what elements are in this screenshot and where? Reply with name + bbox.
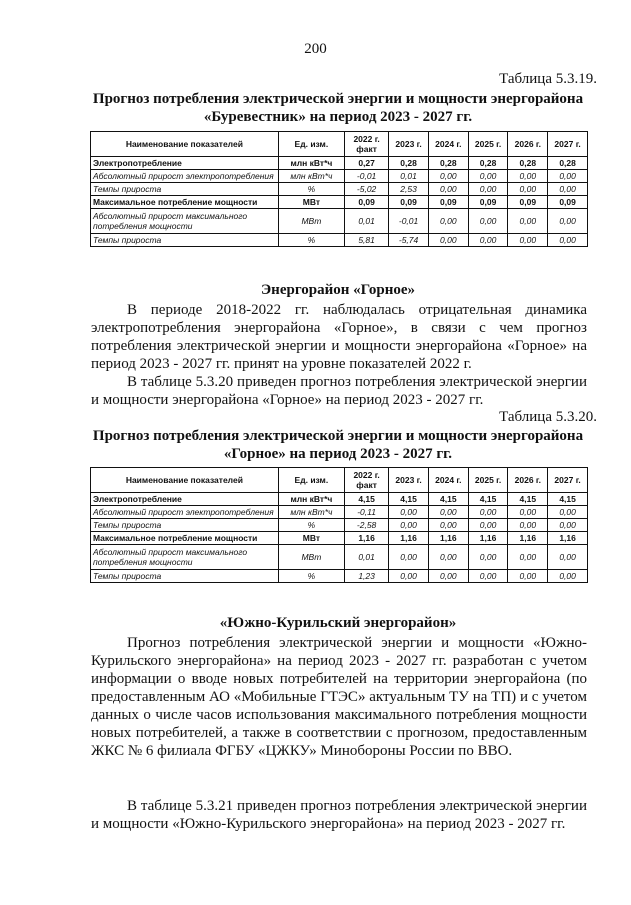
table-cell: 0,00 bbox=[468, 170, 508, 183]
row-unit: % bbox=[278, 234, 344, 247]
table-cell: 0,00 bbox=[468, 209, 508, 234]
paragraph: В периоде 2018-2022 гг. наблюдалась отрицательная динамика электропотребления энергорайона «Горное», в связи с чем прогноз потребления электрической энергии и мощности энергорайона «Горное» на период 2023 - 2027 гг. принят на уровне показателей 2022 г. bbox=[91, 302, 587, 372]
row-name: Абсолютный прирост максимального потребления мощности bbox=[91, 209, 279, 234]
row-unit: млн кВт*ч bbox=[278, 493, 344, 506]
table-row bbox=[91, 519, 588, 532]
table-cell: 0,00 bbox=[468, 183, 508, 196]
section-heading: «Южно-Курильский энергорайон» bbox=[219, 615, 457, 631]
column-header: 2027 г. bbox=[548, 468, 588, 493]
table-title bbox=[88, 90, 588, 126]
table-cell: 0,28 bbox=[468, 157, 508, 170]
table-cell: 0,00 bbox=[508, 506, 548, 519]
row-name: Темпы прироста bbox=[91, 570, 279, 583]
table-title bbox=[88, 427, 588, 463]
row-name: Электропотребление bbox=[91, 493, 279, 506]
table-cell: 0,00 bbox=[428, 170, 468, 183]
table-cell: 0,00 bbox=[508, 209, 548, 234]
table-cell: 0,00 bbox=[468, 519, 508, 532]
table-cell: 4,15 bbox=[468, 493, 508, 506]
table-title-line: «Буревестник» на период 2023 - 2027 гг. bbox=[203, 109, 473, 125]
row-name: Максимальное потребление мощности bbox=[91, 196, 279, 209]
table-cell: 0,00 bbox=[389, 506, 429, 519]
row-unit: МВт bbox=[278, 532, 344, 545]
table-row bbox=[91, 532, 588, 545]
table-cell: 1,16 bbox=[508, 532, 548, 545]
table-cell: 0,28 bbox=[389, 157, 429, 170]
table-cell: 0,00 bbox=[428, 234, 468, 247]
data-table bbox=[90, 467, 588, 583]
row-name: Электропотребление bbox=[91, 157, 279, 170]
table-cell: 0,00 bbox=[508, 234, 548, 247]
table-row bbox=[91, 506, 588, 519]
table-cell: 1,23 bbox=[345, 570, 389, 583]
table-cell: 0,00 bbox=[548, 519, 588, 532]
section-heading: Энергорайон «Горное» bbox=[261, 282, 415, 298]
row-name: Абсолютный прирост электропотребления bbox=[91, 506, 279, 519]
column-header: Наименование показателей bbox=[91, 132, 279, 157]
table-cell: 0,00 bbox=[508, 183, 548, 196]
table-row bbox=[91, 196, 588, 209]
column-header: 2026 г. bbox=[508, 132, 548, 157]
column-header: 2024 г. bbox=[428, 468, 468, 493]
table-cell: 0,27 bbox=[345, 157, 389, 170]
table-cell: 0,09 bbox=[389, 196, 429, 209]
row-name: Абсолютный прирост максимального потребления мощности bbox=[91, 545, 279, 570]
row-name: Темпы прироста bbox=[91, 234, 279, 247]
data-table bbox=[90, 131, 588, 247]
table-cell: 0,09 bbox=[468, 196, 508, 209]
table-cell: 0,00 bbox=[428, 519, 468, 532]
table-row bbox=[91, 570, 588, 583]
table-cell: 0,00 bbox=[389, 570, 429, 583]
table-row bbox=[91, 234, 588, 247]
table-cell: 0,00 bbox=[548, 545, 588, 570]
row-name: Темпы прироста bbox=[91, 183, 279, 196]
row-unit: МВт bbox=[278, 209, 344, 234]
table-cell: 0,00 bbox=[428, 545, 468, 570]
table-cell: 0,00 bbox=[389, 545, 429, 570]
table-cell: -5,74 bbox=[389, 234, 429, 247]
table-cell: 0,00 bbox=[468, 545, 508, 570]
table-cell: 0,01 bbox=[345, 545, 389, 570]
table-cell: 2,53 bbox=[389, 183, 429, 196]
table-cell: 0,09 bbox=[428, 196, 468, 209]
table-cell: -2,58 bbox=[345, 519, 389, 532]
row-unit: млн кВт*ч bbox=[278, 157, 344, 170]
column-header: Ед. изм. bbox=[278, 468, 344, 493]
table-cell: 0,01 bbox=[345, 209, 389, 234]
table-cell: 0,09 bbox=[345, 196, 389, 209]
table-cell: -0,11 bbox=[345, 506, 389, 519]
table-cell: 0,00 bbox=[508, 570, 548, 583]
column-header: 2023 г. bbox=[389, 132, 429, 157]
table-cell: 0,00 bbox=[548, 234, 588, 247]
table-cell: 4,15 bbox=[428, 493, 468, 506]
table-cell: 1,16 bbox=[428, 532, 468, 545]
table-cell: 4,15 bbox=[389, 493, 429, 506]
table-cell: 0,28 bbox=[548, 157, 588, 170]
column-header: 2027 г. bbox=[548, 132, 588, 157]
table-cell: 0,28 bbox=[508, 157, 548, 170]
row-unit: % bbox=[278, 183, 344, 196]
table-cell: 0,00 bbox=[508, 170, 548, 183]
paragraph: В таблице 5.3.20 приведен прогноз потребления электрической энергии и мощности энергорайона «Горное» на период 2023 - 2027 гг. bbox=[91, 374, 587, 408]
table-title-line: Прогноз потребления электрической энергии и мощности энергорайона bbox=[92, 91, 584, 107]
table-cell: 1,16 bbox=[468, 532, 508, 545]
table-cell: 0,00 bbox=[548, 170, 588, 183]
row-unit: МВт bbox=[278, 545, 344, 570]
row-name: Максимальное потребление мощности bbox=[91, 532, 279, 545]
paragraph: В таблице 5.3.21 приведен прогноз потребления электрической энергии и мощности «Южно-Курильского энергорайона» на период 2023 - 2027 гг. bbox=[91, 798, 587, 832]
column-header: 2024 г. bbox=[428, 132, 468, 157]
table-label: Таблица 5.3.20. bbox=[499, 409, 597, 425]
table-cell: 0,00 bbox=[428, 570, 468, 583]
table-row bbox=[91, 209, 588, 234]
table-cell: 1,16 bbox=[548, 532, 588, 545]
table-cell: 0,00 bbox=[468, 234, 508, 247]
table-cell: 1,16 bbox=[389, 532, 429, 545]
table-row bbox=[91, 157, 588, 170]
column-header: 2025 г. bbox=[468, 132, 508, 157]
row-name: Абсолютный прирост электропотребления bbox=[91, 170, 279, 183]
table-cell: 4,15 bbox=[345, 493, 389, 506]
table-row bbox=[91, 545, 588, 570]
column-header: 2023 г. bbox=[389, 468, 429, 493]
table-cell: 0,00 bbox=[428, 183, 468, 196]
table-cell: 0,01 bbox=[389, 170, 429, 183]
table-cell: 0,00 bbox=[548, 506, 588, 519]
column-header: 2022 г. факт bbox=[345, 132, 389, 157]
table-row bbox=[91, 183, 588, 196]
table-cell: 5,81 bbox=[345, 234, 389, 247]
table-cell: 0,00 bbox=[508, 545, 548, 570]
table-cell: 0,00 bbox=[508, 519, 548, 532]
table-cell: 0,00 bbox=[548, 570, 588, 583]
table-cell: 0,00 bbox=[548, 209, 588, 234]
row-unit: млн кВт*ч bbox=[278, 506, 344, 519]
table-cell: 4,15 bbox=[508, 493, 548, 506]
table-header-row bbox=[91, 132, 588, 157]
table-row bbox=[91, 170, 588, 183]
table-title-line: «Горное» на период 2023 - 2027 гг. bbox=[223, 446, 453, 462]
table-cell: 0,00 bbox=[389, 519, 429, 532]
table-cell: 0,09 bbox=[548, 196, 588, 209]
table-cell: 0,00 bbox=[548, 183, 588, 196]
row-name: Темпы прироста bbox=[91, 519, 279, 532]
table-title-line: Прогноз потребления электрической энергии и мощности энергорайона bbox=[92, 428, 584, 444]
table-cell: 0,09 bbox=[508, 196, 548, 209]
column-header: 2025 г. bbox=[468, 468, 508, 493]
table-cell: -5,02 bbox=[345, 183, 389, 196]
table-cell: -0,01 bbox=[389, 209, 429, 234]
table-cell: 0,00 bbox=[468, 570, 508, 583]
table-cell: 0,00 bbox=[468, 506, 508, 519]
row-unit: млн кВт*ч bbox=[278, 170, 344, 183]
column-header: Наименование показателей bbox=[91, 468, 279, 493]
row-unit: МВт bbox=[278, 196, 344, 209]
column-header: 2022 г. факт bbox=[345, 468, 389, 493]
table-cell: 0,00 bbox=[428, 209, 468, 234]
table-cell: -0,01 bbox=[345, 170, 389, 183]
column-header: 2026 г. bbox=[508, 468, 548, 493]
table-cell: 0,00 bbox=[428, 506, 468, 519]
table-cell: 1,16 bbox=[345, 532, 389, 545]
table-cell: 0,28 bbox=[428, 157, 468, 170]
row-unit: % bbox=[278, 570, 344, 583]
table-label: Таблица 5.3.19. bbox=[499, 71, 597, 87]
row-unit: % bbox=[278, 519, 344, 532]
table-row bbox=[91, 493, 588, 506]
page-number: 200 bbox=[304, 41, 327, 57]
table-header-row bbox=[91, 468, 588, 493]
column-header: Ед. изм. bbox=[278, 132, 344, 157]
paragraph: Прогноз потребления электрической энергии и мощности «Южно-Курильского энергорайона» на период 2023 - 2027 гг. разработан с учетом информации о вводе новых потребителей на территории энергорайона (по предоставленным АО «Мобильные ГТЭС» актуальным ТУ на ТП) и с учетом данных о числе часов использования максимального потребления мощности новых потребителей, а также в соответствии с прогнозом, предоставленным ЖКС № 6 филиала ФГБУ «ЦЖКУ» Минобороны России по ВВО. bbox=[91, 635, 587, 759]
table-cell: 4,15 bbox=[548, 493, 588, 506]
